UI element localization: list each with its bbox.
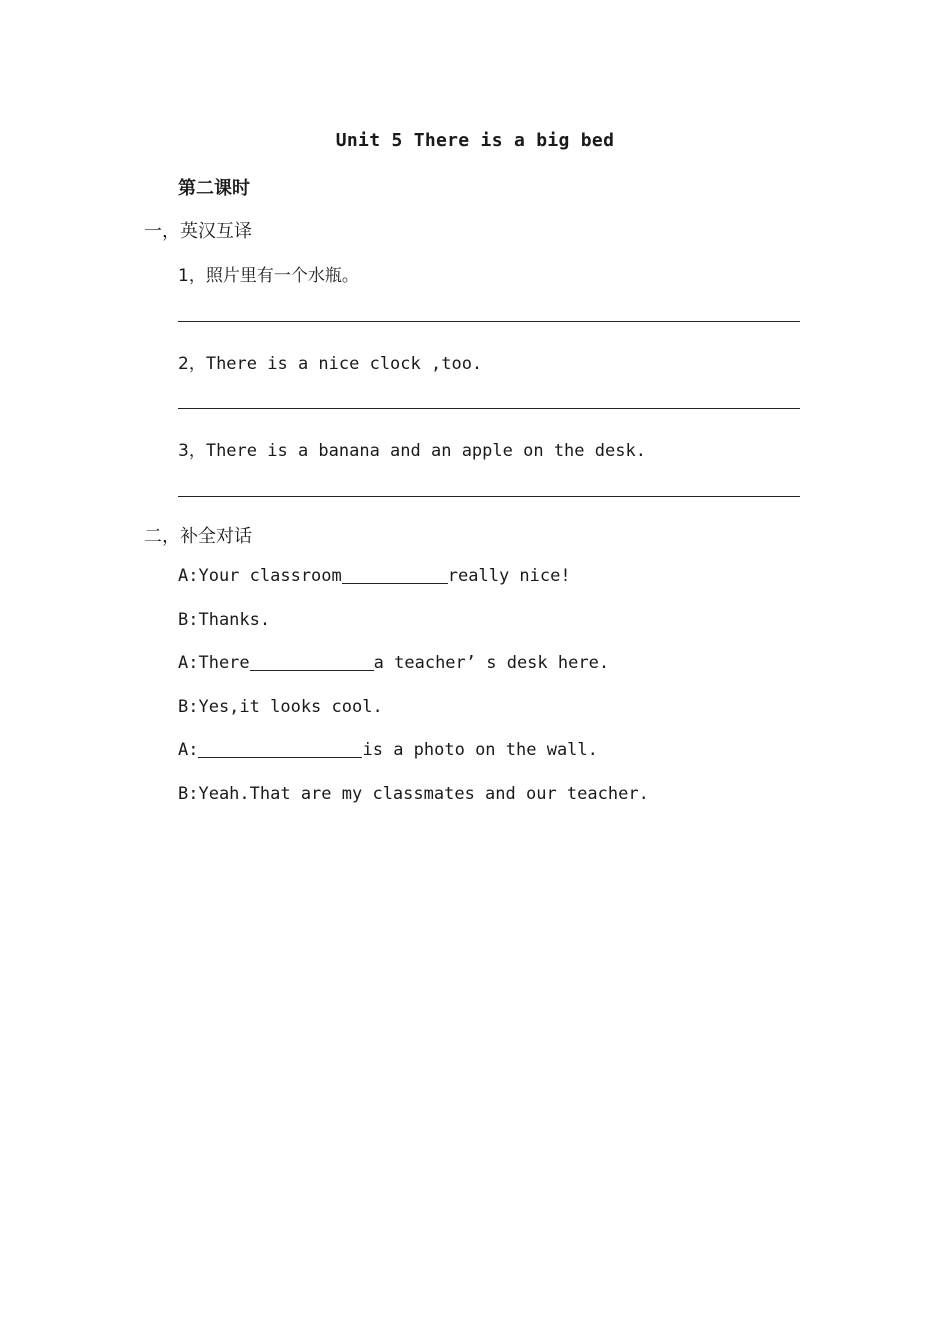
question-2-number: 2， [178, 354, 206, 374]
answer-line-3[interactable] [178, 496, 800, 497]
dialogue-line-1 [178, 566, 571, 586]
dialogue-line-5-before: A: [178, 740, 199, 760]
dialogue-line-1-before: A:Your classroom [178, 566, 342, 586]
dialogue-line-3 [178, 653, 609, 673]
section-1-heading: 一，英汉互译 [144, 221, 252, 242]
answer-line-2[interactable] [178, 408, 800, 409]
dialogue-line-2: B:Thanks. [178, 610, 271, 630]
question-1-number: 1， [178, 266, 206, 286]
question-1 [178, 261, 359, 286]
dialogue-line-5-after: is a photo on the wall. [362, 740, 598, 760]
question-3 [178, 436, 646, 461]
dialogue-line-5 [178, 740, 598, 760]
dialogue-line-3-after: a teacher’ s desk here. [373, 653, 610, 673]
dialogue-line-4: B:Yes,it looks cool. [178, 697, 383, 717]
question-2 [178, 349, 482, 374]
question-2-text: There is a nice clock ,too. [205, 354, 483, 374]
question-3-text: There is a banana and an apple on the desk. [205, 441, 646, 461]
question-3-number: 3， [178, 441, 206, 461]
blank-2[interactable] [250, 653, 374, 671]
question-1-text: 照片里有一个水瓶。 [205, 266, 359, 286]
page-title: Unit 5 There is a big bed [335, 130, 615, 151]
section-2-heading: 二，补全对话 [144, 526, 252, 547]
blank-1[interactable] [342, 566, 448, 584]
dialogue-line-1-after: really nice! [447, 566, 571, 586]
dialogue-line-3-before: A:There [178, 653, 250, 673]
blank-3[interactable] [198, 740, 362, 758]
lesson-label: 第二课时 [178, 178, 250, 199]
dialogue-line-6: B:Yeah.That are my classmates and our teacher. [178, 784, 649, 804]
answer-line-1[interactable] [178, 321, 800, 322]
